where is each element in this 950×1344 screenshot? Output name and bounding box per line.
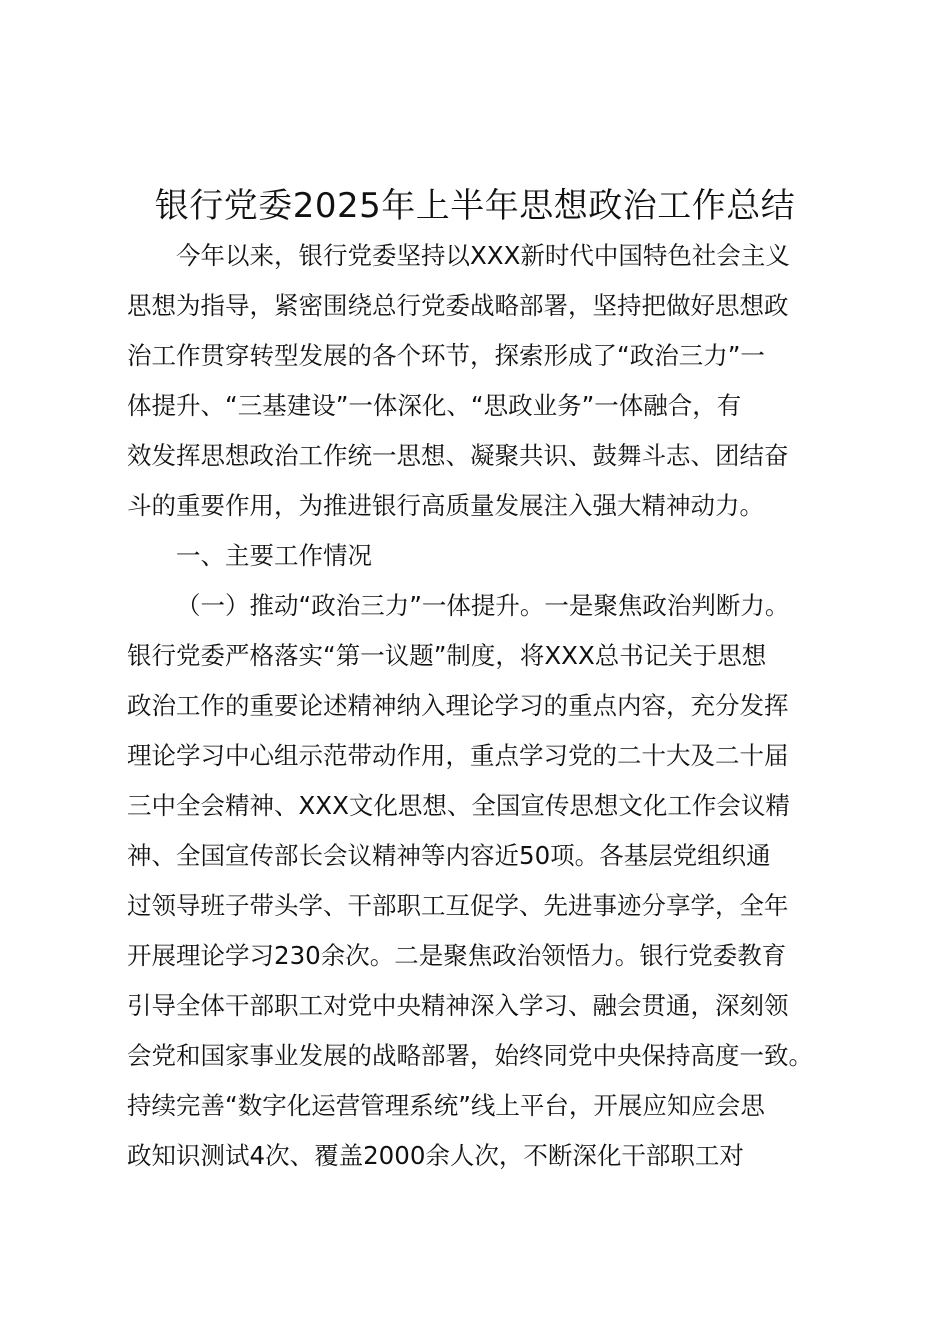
body-line: 体提升、“三基建设”一体深化、“思政业务”一体融合，有 — [127, 391, 742, 420]
body-line: 神、全国宣传部长会议精神等内容近50项。各基层党组织通 — [127, 841, 771, 870]
body-line: 政知识测试4次、覆盖2000余人次，不断深化干部职工对 — [127, 1141, 744, 1170]
body-line: 开展理论学习230余次。二是聚焦政治领悟力。银行党委教育 — [127, 941, 787, 970]
body-line: （一）推动“政治三力”一体提升。一是聚焦政治判断力。 — [176, 591, 790, 620]
body-line: 效发挥思想政治工作统一思想、凝聚共识、鼓舞斗志、团结奋 — [127, 441, 789, 470]
body-line: 思想为指导，紧密围绕总行党委战略部署，坚持把做好思想政 — [127, 291, 789, 320]
body-line: 银行党委严格落实“第一议题”制度，将XXX总书记关于思想 — [127, 641, 767, 670]
document-body — [127, 231, 833, 1181]
body-line: 过领导班子带头学、干部职工互促学、先进事迹分享学，全年 — [127, 891, 789, 920]
document-title: 银行党委2025年上半年思想政治工作总结 — [154, 186, 796, 226]
body-line: 三中全会精神、XXX文化思想、全国宣传思想文化工作会议精 — [127, 791, 790, 820]
body-line: 持续完善“数字化运营管理系统”线上平台，开展应知应会思 — [127, 1091, 765, 1120]
body-line: 政治工作的重要论述精神纳入理论学习的重点内容，充分发挥 — [127, 691, 789, 720]
body-line: 治工作贯穿转型发展的各个环节，探索形成了“政治三力”一 — [127, 341, 765, 370]
body-line: 今年以来，银行党委坚持以XXX新时代中国特色社会主义 — [176, 241, 790, 270]
body-line: 斗的重要作用，为推进银行高质量发展注入强大精神动力。 — [127, 491, 764, 520]
body-line: 理论学习中心组示范带动作用，重点学习党的二十大及二十届 — [127, 741, 789, 770]
section-heading: 一、主要工作情况 — [176, 541, 372, 570]
body-line: 会党和国家事业发展的战略部署，始终同党中央保持高度一致。 — [127, 1041, 813, 1070]
body-line: 引导全体干部职工对党中央精神深入学习、融会贯通，深刻领 — [127, 991, 789, 1020]
